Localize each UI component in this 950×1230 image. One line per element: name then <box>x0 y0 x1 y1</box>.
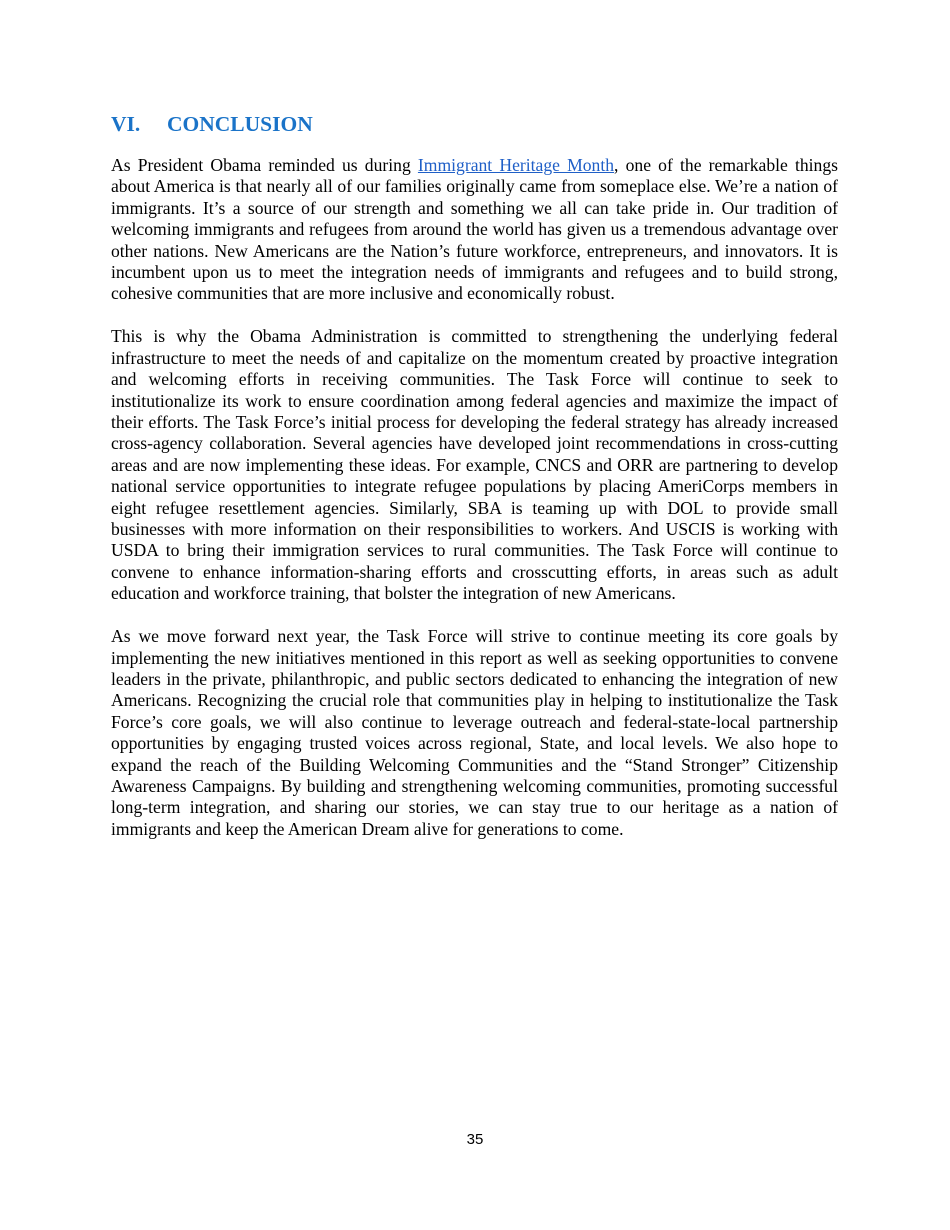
section-title: CONCLUSION <box>167 112 313 136</box>
paragraph-intro-lead: As President Obama reminded us during <box>111 155 418 175</box>
page-number: 35 <box>466 1131 484 1148</box>
paragraph-administration: This is why the Obama Administration is committed to strengthening the underlying federal infrastructure to meet the needs of and capitalize on the momentum created by proactive integration and welcoming efforts in receiving communities. The Task Force will continue to seek to institutionalize its work to ensure coordination among federal agencies and maximize the impact of their efforts. The Task Force’s initial process for developing the federal strategy has already increased cross-agency collaboration. Several agencies have developed joint recommendations in cross-cutting areas and are now implementing these ideas. For example, CNCS and ORR are partnering to develop national service opportunities to integrate refugee populations by placing AmeriCorps members in eight refugee resettlement agencies. Similarly, SBA is teaming up with DOL to provide small businesses with more information on their responsibilities to workers. And USCIS is working with USDA to bring their immigration services to rural communities. The Task Force will continue to convene to enhance information-sharing efforts and crosscutting efforts, in areas such as adult education and workforce training, that bolster the integration of new Americans. <box>111 326 838 604</box>
paragraph-intro-rest: , one of the remarkable things about America is that nearly all of our families originally came from someplace else. We’re a nation of immigrants. It’s a source of our strength and something we all can take pride in. Our tradition of welcoming immigrants and refugees from around the world has given us a tremendous advantage over other nations. New Americans are the Nation’s future workforce, entrepreneurs, and innovators. It is incumbent upon us to meet the integration needs of immigrants and refugees and to build strong, cohesive communities that are more inclusive and economically robust. <box>111 155 838 304</box>
paragraph-forward: As we move forward next year, the Task Force will strive to continue meeting its core goals by implementing the new initiatives mentioned in this report as well as seeking opportunities to convene leaders in the private, philanthropic, and public sectors dedicated to enhancing the integration of new Americans. Recognizing the crucial role that communities play in helping to institutionalize the Task Force’s core goals, we will also continue to leverage outreach and federal-state-local partnership opportunities by engaging trusted voices across regional, State, and local levels. We also hope to expand the reach of the Building Welcoming Communities and the “Stand Stronger” Citizenship Awareness Campaigns. By building and strengthening welcoming communities, promoting successful long-term integration, and sharing our stories, we can stay true to our heritage as a nation of immigrants and keep the American Dream alive for generations to come. <box>111 626 838 839</box>
section-heading <box>111 108 838 140</box>
paragraph-intro <box>111 155 838 305</box>
immigrant-heritage-month-link[interactable]: Immigrant Heritage Month <box>417 155 615 175</box>
section-number: VI. <box>111 112 141 136</box>
document-page <box>111 108 838 862</box>
